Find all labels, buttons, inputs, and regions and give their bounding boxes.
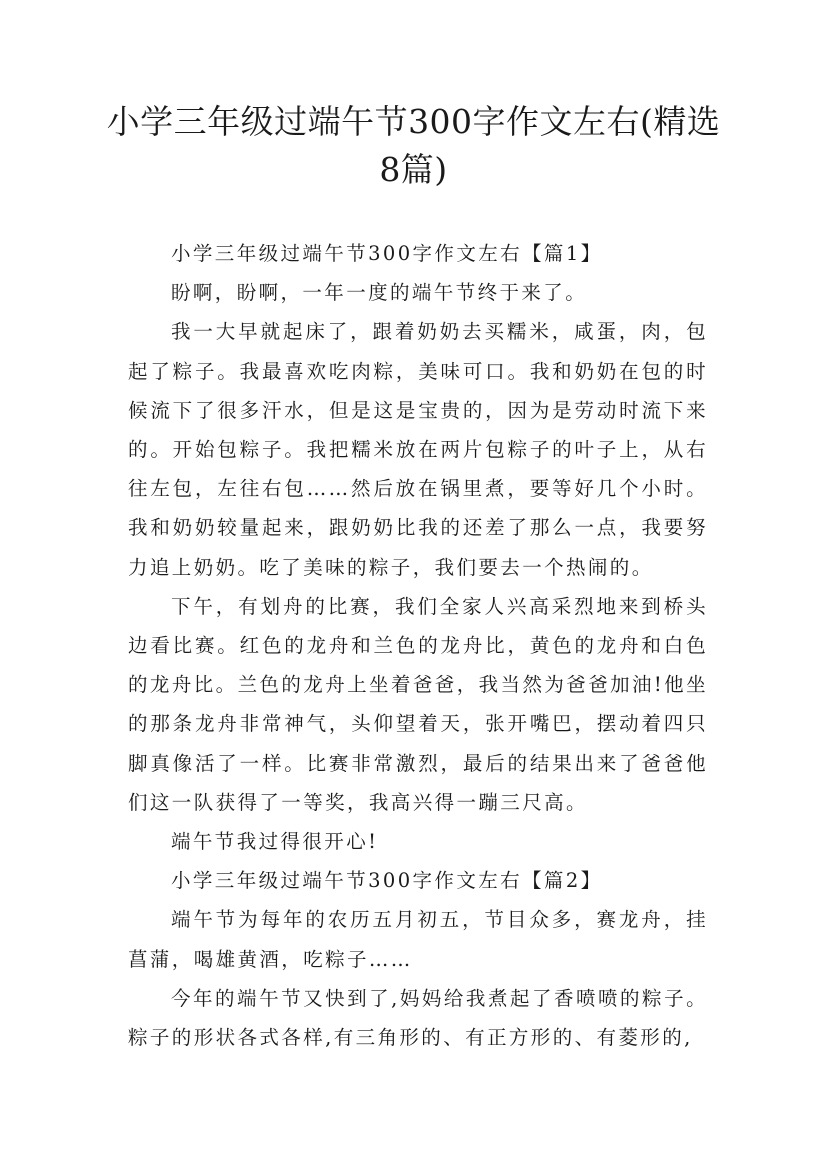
paragraph: 我一大早就起床了，跟着奶奶去买糯米，咸蛋，肉，包起了粽子。我最喜欢吃肉粽，美味可口。我和奶奶在包的时候流下了很多汗水，但是这是宝贵的，因为是劳动时流下来的。开始包粽子。我把糯米放在两片包粽子的叶子上，从右往左包，左往右包……然后放在锅里煮，要等好几个小时。我和奶奶较量起来，跟奶奶比我的还差了那么一点，我要努力追上奶奶。吃了美味的粽子，我们要去一个热闹的。 xyxy=(128,320,708,579)
paragraph: 下午，有划舟的比赛，我们全家人兴高采烈地来到桥头边看比赛。红色的龙舟和兰色的龙舟比，黄色的龙舟和白色的龙舟比。兰色的龙舟上坐着爸爸，我当然为爸爸加油!他坐的那条龙舟非常神气，头仰望着天，张开嘴巴，摆动着四只脚真像活了一样。比赛非常激烈，最后的结果出来了爸爸他们这一队获得了一等奖，我高兴得一蹦三尺高。 xyxy=(128,594,708,814)
paragraph: 盼啊，盼啊，一年一度的端午节终于来了。 xyxy=(171,281,588,305)
paragraph: 端午节我过得很开心! xyxy=(171,830,379,854)
paragraph: 今年的端午节又快到了,妈妈给我煮起了香喷喷的粽子。粽子的形状各式各样,有三角形的、有正方形的、有菱形的, xyxy=(128,986,708,1050)
section-heading-2: 小学三年级过端午节300字作文左右【篇2】 xyxy=(171,869,603,893)
document-body xyxy=(128,234,708,1057)
document-title: 小学三年级过端午节300字作文左右(精选8篇) xyxy=(106,102,721,189)
paragraph: 端午节为每年的农历五月初五，节目众多，赛龙舟，挂菖蒲，喝雄黄酒，吃粽子…… xyxy=(128,908,708,971)
section-heading-1: 小学三年级过端午节300字作文左右【篇1】 xyxy=(171,242,603,265)
